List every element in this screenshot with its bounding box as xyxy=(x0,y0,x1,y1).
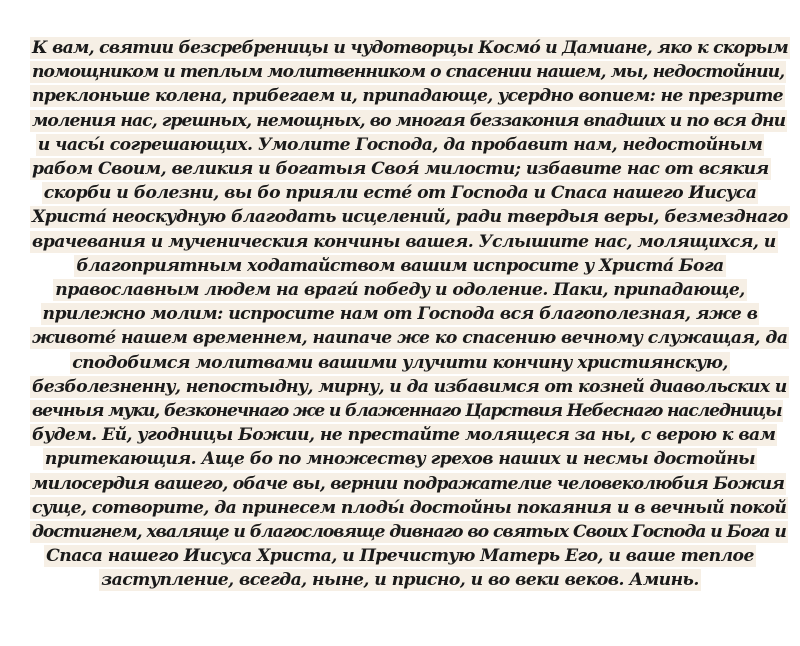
prayer-line: моления нас, грешных, немощных, во многая беззакония впадших и по вся дни xyxy=(32,110,786,131)
prayer-line: К вам, святии безсребреницы и чудотворцы Космо́ и Дамиане, яко к скорым xyxy=(32,38,788,58)
prayer-line: достигнем, хваляще и благословяще дивнаго во святых Своих Господа и Бога и xyxy=(32,522,786,543)
prayer-text xyxy=(30,36,788,593)
prayer-line: безболезненну, непостыдну, мирну, и да избавимся от козней диавольских и xyxy=(32,376,787,397)
prayer-line: скорби и болезни, вы бо прияли есте́ от Господа и Спаса нашего Иисуса xyxy=(43,183,757,204)
prayer-line: суще, сотворите, да принесем плоды́ достойны покаяния и в вечный покой xyxy=(32,497,787,518)
prayer-line: сподобимся молитвами вашими улучити кончину християнскую, xyxy=(72,352,728,373)
prayer-line: милосердия вашего, обаче вы, вернии подражателие человеколюбия Божия xyxy=(32,473,785,494)
prayer-line: благоприятным ходатайством вашим испросите у Христа́ Бога xyxy=(76,255,724,276)
prayer-line: преклоньше колена, прибегаем и, припадающе, усердно вопием: не презрите xyxy=(32,86,783,107)
prayer-line: православным людем на враги́ победу и одоление. Паки, припадающе, xyxy=(55,280,745,301)
prayer-line: врачевания и мученическия кончины вашея. Услышите нас, молящихся, и xyxy=(32,231,776,252)
prayer-line: помощником и теплым молитвенником о спасении нашем, мы, недостойнии, xyxy=(32,62,785,83)
prayer-line: рабом Своим, великия и богатыя Своя́ милости; избавите нас от всякия xyxy=(32,159,769,180)
prayer-line: и часы́ согрешающих. Умолите Господа, да пробавит нам, недостойным xyxy=(37,134,763,155)
prayer-line: будем. Ей, угодницы Божии, не престайте молящеся за ны, с верою к вам xyxy=(32,425,776,446)
prayer-line: вечныя муки, безконечнаго же и блаженнаго Царствия Небеснаго наследницы xyxy=(32,401,782,422)
prayer-line: заступление, всегда, ныне, и присно, и во веки веков. Аминь. xyxy=(101,570,699,591)
prayer-line: Спаса нашего Иисуса Христа, и Пречистую Матерь Его, и ваше теплое xyxy=(46,546,754,567)
prayer-line: животе́ нашем временнем, наипаче же ко спасению вечному служащая, да xyxy=(32,328,788,349)
prayer-line: Христа́ неоскудную благодать исцелений, ради твердыя веры, безмезднаго xyxy=(32,207,788,228)
prayer-line: прилежно молим: испросите нам от Господа вся благополезная, яже в xyxy=(42,304,758,325)
prayer-line: притекающия. Аще бо по множеству грехов наших и несмы достойны xyxy=(44,449,756,470)
